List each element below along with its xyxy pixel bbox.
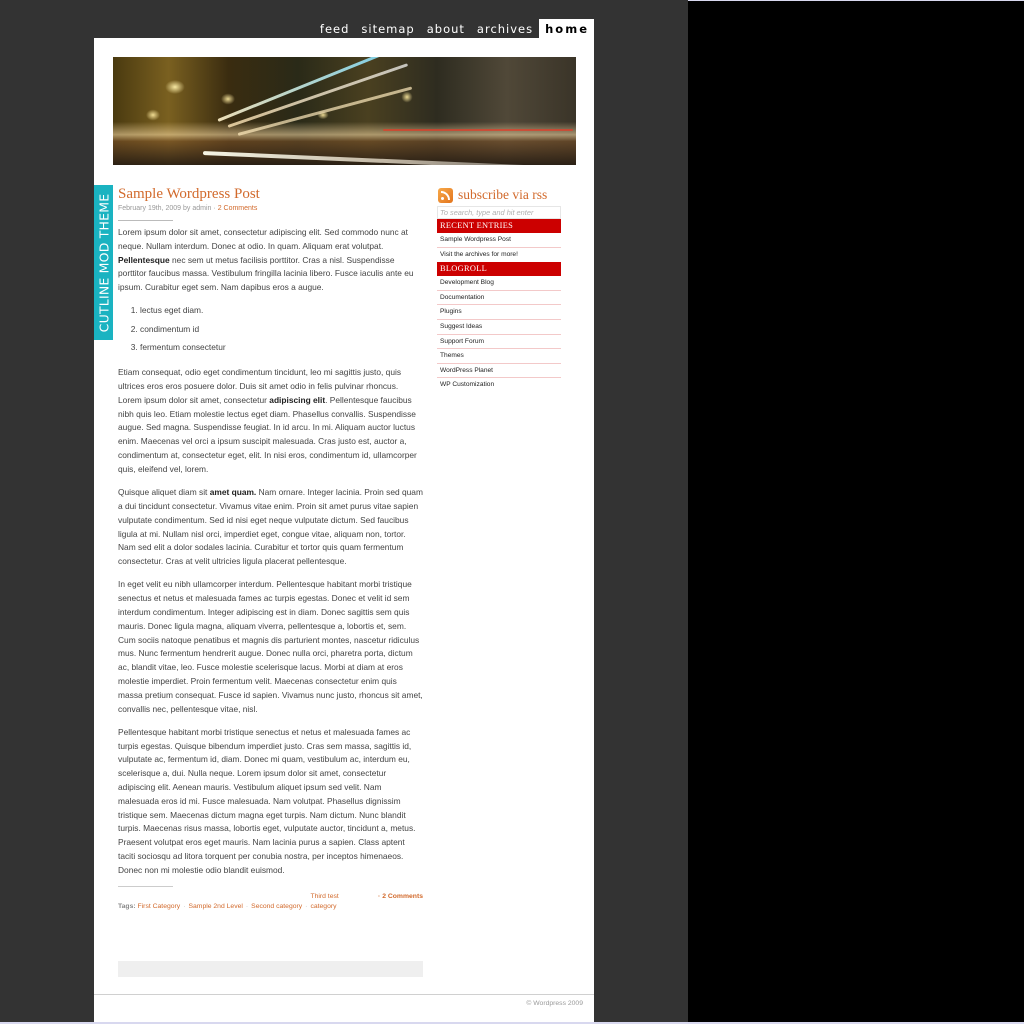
blogroll-link[interactable]: Documentation — [440, 293, 485, 301]
blogroll-item[interactable] — [437, 335, 561, 350]
list-item: 2. condimentum id — [140, 323, 423, 337]
nav-home[interactable]: home — [539, 19, 594, 38]
paragraph-5: Pellentesque habitant morbi tristique senectus et netus et malesuada fames ac turpis egestas. Quisque bibendum imperdiet justo. Cras sem massa, sagittis id, vulputate ac, fermentum id, diam. Donec mi quam, vestibulum ac, interdum eu, scelerisque a, dui. Nulla neque. Lorem ipsum dolor sit amet, consectetur adipiscing elit. Aenean mauris. Vestibulum aliquet ipsum sed velit. Nam malesuada eros id mi. Fusce malesuada. Nam volutpat. Phasellus dignissim tristique sem. Maecenas dictum magna eget turpis. Nam dictum. Nunc blandit turpis. Maecenas risus massa, lobortis eget, vulputate auctor, tincidunt a, metus. Praesent volutpat eros eget mauris. Nam lacinia purus a sapien. Class aptent taciti sociosqu ad litora torquent per conubia nostra, per inceptos himenaeos. Donec non mi molestie odio blandit euismod. — [118, 726, 416, 875]
nav-about[interactable]: about — [426, 22, 465, 36]
blogroll-item[interactable] — [437, 305, 561, 320]
footer-comments-link[interactable]: · 2 Comments — [378, 893, 423, 901]
light-streak — [383, 129, 573, 131]
widget-title: BLOGROLL — [437, 262, 561, 276]
post-meta — [118, 204, 423, 214]
tags-divider — [118, 886, 173, 887]
light-streak — [203, 151, 563, 165]
meta-separator: · — [213, 205, 216, 212]
nav-sitemap[interactable]: sitemap — [361, 22, 415, 36]
bold-text: Pellentesque — [118, 254, 170, 265]
nav-archives[interactable]: archives — [476, 22, 534, 36]
blogroll-link[interactable]: Support Forum — [440, 337, 484, 345]
widget-title: RECENT ENTRIES — [437, 219, 561, 233]
recent-entry-link[interactable]: Visit the archives for more! — [440, 250, 518, 258]
post-title[interactable]: Sample Wordpress Post — [118, 186, 260, 202]
text: Lorem ipsum dolor sit amet, consectetur adipiscing elit. Sed commodo nunc at neque. Nullam interdum. Donec at odio. In quam. Aliquam erat volutpat. — [118, 227, 409, 251]
tag-separator: · — [183, 903, 186, 911]
bold-text: amet quam. — [209, 487, 257, 498]
top-nav — [314, 19, 594, 38]
tags-label: Tags: — [118, 903, 136, 911]
comments-link[interactable]: 2 Comments — [217, 205, 258, 212]
blogroll-item[interactable] — [437, 320, 561, 335]
theme-side-tab — [94, 185, 113, 340]
post-author: admin — [192, 205, 212, 212]
text: Etiam consequat, odio eget condimentum tincidunt, leo mi sagittis justo, quis ultrices eros eros posuere dolor. Duis sit amet odio in felis pulvinar rhoncus. Lorem ipsum dolor sit amet, consectetur — [118, 367, 402, 405]
footer-divider — [94, 994, 594, 995]
search-input[interactable] — [437, 206, 561, 219]
post-tags — [118, 892, 423, 912]
rss-subscribe[interactable] — [437, 185, 561, 205]
nav-feed[interactable]: feed — [319, 22, 350, 36]
tag-link[interactable]: Second category — [251, 903, 303, 911]
header-image[interactable] — [113, 57, 576, 165]
blogroll-item[interactable] — [437, 276, 561, 291]
recent-entry-link[interactable]: Sample Wordpress Post — [440, 236, 511, 243]
title-divider — [118, 220, 173, 221]
paragraph-4: In eget velit eu nibh ullamcorper interdum. Pellentesque habitant morbi tristique senectus et netus et malesuada fames ac turpis egestas. Donec et velit id sem interdum condimentum. Integer adipiscing est in diam. Donec sagittis sem quis mauris. Donec ligula magna, aliquam viverra, pellentesque a, lobortis et, sem. Cum sociis natoque penatibus et magnis dis parturient montes, nascetur ridiculus mus. Nunc fermentum hendrerit augue. Donec nulla orci, pharetra porta, dictum ac, blandit vitae, leo. Fusce molestie scelerisque lacus. Morbi at diam at eros molestie imperdiet. Proin fermentum velit. Maecenas consectetur enim quis massa pretium consequat. Fusce id sapien. Vivamus nunc justo, rhoncus sit amet, convallis nec, pellentesque vitae, nisl. — [118, 579, 423, 714]
recent-entry[interactable] — [437, 233, 561, 248]
text: nec sem ut metus facilisis porttitor. Cras a nisl. Suspendisse porttitor faucibus massa. Vestibulum fringilla lacinia libero. Fusce iaculis ante eu ipsum. Curabitur eget sem. Nam dapibus eros a augue. — [118, 254, 414, 293]
rss-label[interactable]: subscribe via rss — [458, 187, 548, 202]
footer-copyright: © Wordpress 2009 — [526, 1000, 583, 1007]
ordered-list — [118, 304, 423, 355]
tag-link[interactable]: Third test category — [310, 893, 339, 911]
blogroll-link[interactable]: Suggest Ideas — [440, 322, 483, 330]
text: . Pellentesque faucibus nibh quis leo. Etiam molestie lectus eget diam. Phasellus convallis. Suspendisse augue. Sed magna. Suspendisse feugiat. In id arcu. In mi. Aliquam auctor luctus enim. Maecenas vel orci a ipsum suscipit malesuada. Cras justo est, auctor a, condimentum at, consectetur eget, elit. In nisi eros, condimentum id, ullamcorper quis, eleifend vel, lorem. — [118, 394, 417, 474]
blogroll-item[interactable] — [437, 291, 561, 306]
blogroll-item[interactable] — [437, 349, 561, 364]
post-date: February 19th, 2009 — [118, 205, 182, 212]
blogroll-link[interactable]: Plugins — [440, 308, 462, 316]
blogroll-link[interactable]: WP Customization — [440, 381, 495, 389]
post-body — [118, 226, 423, 878]
paragraph-1 — [118, 226, 423, 295]
bold-text: adipiscing elit — [269, 394, 326, 405]
side-tab-label: CUTLINE MOD THEME — [96, 193, 111, 332]
text: Quisque aliquet diam sit — [118, 487, 210, 498]
blogroll-link[interactable]: Themes — [440, 352, 464, 360]
list-item: 1. lectus eget diam. — [140, 304, 423, 318]
post-by: by — [183, 205, 191, 212]
light-streak — [217, 57, 404, 122]
recent-entry[interactable] — [437, 248, 561, 263]
tag-separator: · — [305, 903, 308, 911]
recent-entries-widget — [437, 219, 561, 262]
blogroll-widget — [437, 262, 561, 393]
sidebar — [437, 185, 561, 393]
blogroll-item[interactable] — [437, 378, 561, 393]
tag-separator: · — [245, 903, 249, 911]
blogroll-item[interactable] — [437, 364, 561, 379]
comments-bar — [118, 961, 423, 977]
post — [118, 185, 423, 912]
page-container — [94, 38, 594, 1024]
blogroll-link[interactable]: Development Blog — [440, 279, 494, 287]
text: Nam ornare. Integer lacinia. Proin sed quam a dui tincidunt consectetur. Vivamus vitae enim. Proin sit amet purus vitae sapien vulputate condimentum. Sed id nisi eget neque vulputate dictum. Sed faucibus ligula at mi. Nullam nisl orci, imperdiet eget, congue vitae, aliquam non, tortor. Nam sed elit a dolor sodales lacinia. Curabitur et tortor quis quam fermentum consectetur. Cras at velit ultricies ligula placerat pellentesque. — [118, 487, 423, 567]
paragraph-2 — [118, 366, 423, 476]
rss-icon[interactable] — [438, 188, 453, 203]
list-item: 3. fermentum consectetur — [140, 341, 423, 355]
blogroll-link[interactable]: WordPress Planet — [440, 366, 494, 374]
tag-link[interactable]: Sample 2nd Level — [188, 903, 243, 911]
paragraph-3 — [118, 486, 423, 569]
tag-link[interactable]: First Category — [137, 903, 181, 911]
